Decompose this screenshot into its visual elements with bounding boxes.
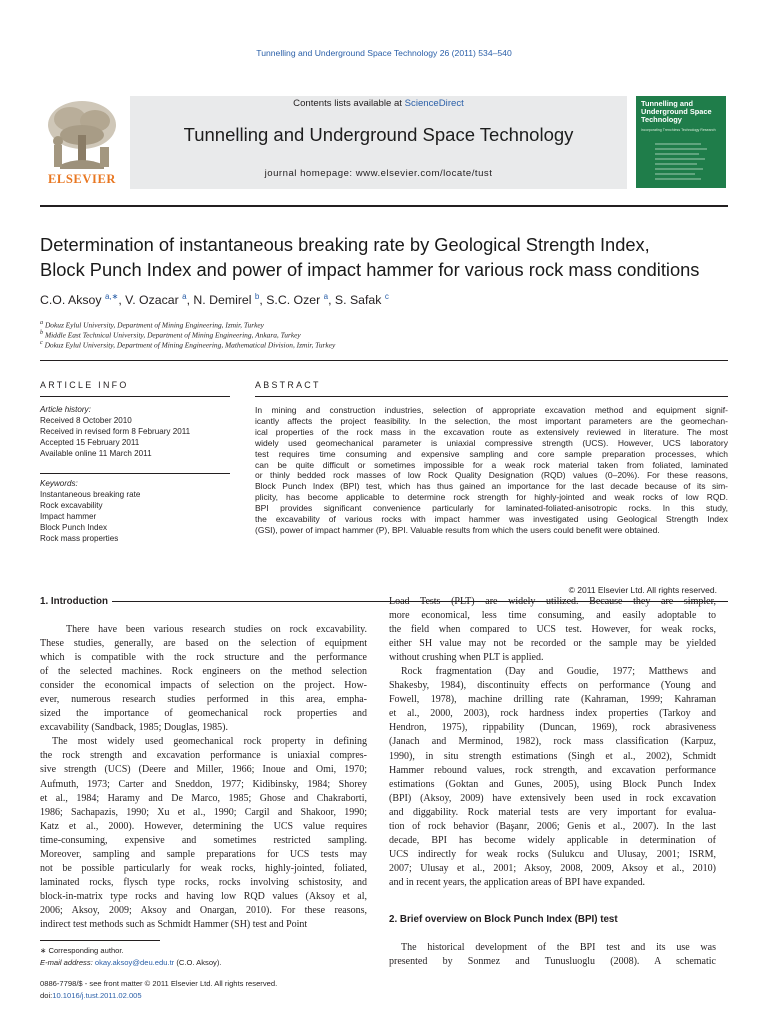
body-line: The most widely used geomechanical rock property in defining: [52, 736, 367, 748]
affiliation-mark: c: [40, 340, 43, 346]
body-line: ever, numerous research studies performed in this area, empha-: [40, 694, 367, 706]
affiliation: [40, 340, 335, 349]
body-line: consider the economical impacts of selection on the project. How-: [40, 680, 367, 692]
affiliation-text: Dokuz Eylul University, Department of Mining Engineering, Mathematical Division, Izmir, Turkey: [44, 340, 336, 350]
journal-title: Tunnelling and Underground Space Technology: [183, 124, 574, 145]
email-label: E-mail address:: [40, 957, 95, 967]
journal-citation[interactable]: Tunnelling and Underground Space Technology 26 (2011) 534–540: [256, 48, 512, 58]
abstract-line: icantly affects the project feasibility. In the selection, the most important parameters are the geomechan-: [255, 415, 728, 426]
article-info-rule: [40, 396, 230, 397]
author-name[interactable]: S.C. Ozer: [266, 293, 321, 308]
right-column-text: [389, 595, 716, 890]
body-line: (BPI) (Aksoy, 2009) have extensively been used in rock excavation: [389, 792, 716, 804]
abstract-heading: ABSTRACT: [255, 380, 321, 390]
author-mark: b: [254, 292, 260, 301]
abstract-copyright: © 2011 Elsevier Ltd. All rights reserved.: [568, 585, 717, 595]
body-line: Moreover, sampling and sample preparations for UCS tests may: [40, 848, 367, 860]
keyword: Block Punch Index: [40, 522, 108, 532]
paper-title-line-2: Block Punch Index and power of impact hammer for various rock mass conditions: [40, 259, 700, 280]
article-history: [40, 405, 230, 460]
body-line: and diggability. Rock material tests are very important for evalua-: [389, 806, 716, 818]
body-line: 2006; Aksoy, 2009; Aksoy and Onargan, 2010). For these reasons,: [40, 904, 367, 916]
body-line: not be possible particularly for weak rocks, highly-jointed, foliated,: [40, 862, 367, 874]
doi-line: [40, 990, 380, 1002]
issn-line: 0886-7798/$ - see front matter © 2011 Elsevier Ltd. All rights reserved.: [40, 979, 278, 988]
author-mark: a,∗: [104, 292, 119, 301]
keywords-rule: [40, 473, 230, 474]
section-2-text: [389, 941, 716, 969]
left-column-text: [40, 623, 367, 932]
journal-homepage[interactable]: journal homepage: www.elsevier.com/locate/tust: [264, 168, 493, 179]
abstract-line: can be quite difficult or sometimes impossible for a weak rock material taken from foliated, laminated: [255, 459, 728, 470]
body-line: tion of rock behavior (Başanr, 2006; Genis et al., 2007). In the last: [389, 820, 716, 832]
abstract-line: or thinly bedded rock masses of low Rock Quality Designation (RQD) values (0–20%). For these reasons,: [255, 470, 728, 481]
affiliation-text: Dokuz Eylul University, Department of Mining Engineering, Izmir, Turkey: [44, 320, 264, 330]
body-line: Rock fragmentation (Day and Goudie, 1977; Matthews and: [401, 666, 716, 678]
author-name[interactable]: C.O. Aksoy: [40, 293, 102, 308]
abstract-rule: [255, 396, 728, 397]
affiliation: [40, 320, 264, 329]
section-1-heading: 1. Introduction: [40, 596, 112, 607]
author-name[interactable]: V. Ozacar: [125, 293, 179, 308]
footnote: [40, 945, 380, 968]
abstract-line: plicity, has become applicable to determine rock strength for highly-jointed and weak rocks of low RQD.: [255, 492, 728, 503]
body-line: laminated rocks, flysch type rocks, rocks involving schistosity, and: [40, 876, 367, 888]
contents-line: [130, 98, 627, 109]
body-line: UCS indirectly for weak rocks (Sulukcu and Ulusay, 2001; ISRM,: [389, 848, 716, 860]
abstract-line: widely used geomechanical parameter is uniaxial compressive strength (UCS). However, UCS laboratory: [255, 437, 728, 448]
abstract-line: the excavability of various rocks with impact hammer was investigated using Geological Strength Index: [255, 514, 728, 525]
body-line: more economical, less time consuming, and easily adoptable to: [389, 610, 716, 622]
abstract-line: ical properties of the rock mass in the excavation route as extensively reviewed in literature. The most: [255, 426, 728, 437]
body-line: Hendron, 1975), rippability (Duncan, 1969), rock abrasiveness: [389, 722, 716, 734]
body-line: (Janach and Merminod, 1982), rock mass classification (Karpuz,: [389, 736, 716, 748]
body-line: et al., 2000, 2003), rock hardness index properties (Tarkoy and: [389, 708, 716, 720]
history-item: Received in revised form 8 February 2011: [40, 426, 191, 436]
body-line: et al., 1984; Haramy and De Marco, 1985; Ghose and Chakraborti,: [40, 792, 367, 804]
author-mark: a: [182, 292, 187, 301]
body-line: Katz et al., 2000). However, determining the UCS value requires: [40, 820, 367, 832]
history-item: Accepted 15 February 2011: [40, 437, 140, 447]
email-line: [40, 957, 380, 969]
affiliation-mark: b: [40, 330, 44, 336]
body-line: There have been various research studies on rock excavability.: [66, 624, 367, 635]
doi-link[interactable]: 10.1016/j.tust.2011.02.005: [52, 991, 142, 1000]
body-line: either SH value may not be recorded or the sample may be yielded: [389, 638, 716, 650]
body-line: without crushing when PLT is applied.: [389, 652, 544, 664]
author-mark: a: [323, 292, 329, 301]
body-line: Aufmuth, 1973; Carter and Sneddon, 1977; Kidibinsky, 1984; Shorey: [40, 778, 367, 790]
body-line: of the selected machines. Rock engineers on the method selection: [40, 666, 367, 678]
body-line: estimations (Goktan and Gunes, 2005), using Block Punch Index: [389, 778, 716, 790]
body-line: The historical development of the BPI test and its use was: [401, 942, 716, 953]
abstract-line: BPI provides significant convenience particularly for laminated-foliated-anisotropic rocks. In this study,: [255, 503, 728, 514]
body-line: time-consuming, expensive and sometimes restricted sampling.: [40, 834, 367, 846]
body-line: the field when compared to UCS test. However, for weak rocks,: [389, 624, 716, 636]
email-suffix: (C.O. Aksoy).: [174, 957, 222, 967]
section-2-heading: 2. Brief overview on Block Punch Index (BPI) test: [389, 914, 618, 925]
author-list: C.O. Aksoy $^{a,∗}$, V. Ozacar $^a$, N. Demirel $^b$, S.C. Ozer $^a$, S. Safak $^c$: [40, 292, 389, 308]
abstract-text: [255, 405, 728, 536]
body-line: Hammer rebound values, rock strength, and excavation performance: [389, 764, 716, 776]
history-label: Article history:: [40, 405, 91, 414]
elsevier-wordmark: ELSEVIER: [47, 172, 117, 186]
affiliation-mark: a: [40, 320, 44, 326]
author-name[interactable]: S. Safak: [334, 293, 382, 308]
body-line: indirect test methods such as Schmidt Hammer (SH) test and Point: [40, 918, 308, 930]
body-line: which is compatible with the rock structure and the performance: [40, 652, 367, 664]
abstract-line: Block Punch Index (BPI) test, which has thus gained an importance for the last decade because of its sim-: [255, 481, 728, 492]
doi-label: doi:: [40, 991, 53, 1000]
keyword: Rock mass properties: [40, 533, 119, 543]
cover-subtitle: incorporating Trenchless Technology Research: [641, 128, 716, 132]
author-name[interactable]: N. Demirel: [193, 293, 252, 308]
body-line: Shakesby, 1984), discontinuity effects on performance (Young and: [389, 680, 716, 692]
title-rule: [40, 360, 728, 361]
article-info-heading: ARTICLE INFO: [40, 380, 129, 390]
body-line: the rock strength and excavation performance is uniaxial compres-: [40, 750, 367, 762]
front-matter-info: [40, 978, 380, 1002]
body-line: excavability (Sandback, 1985; Douglas, 1985).: [40, 722, 229, 734]
corresponding-author-note: ∗ Corresponding author.: [40, 946, 124, 955]
keywords-label: Keywords:: [40, 479, 78, 488]
history-item: Received 8 October 2010: [40, 415, 132, 425]
paper-title: [40, 232, 730, 282]
contents-prefix: Contents lists available at: [293, 98, 405, 109]
body-line: Load Tests (PLT) are widely utilized. Because they are simpler,: [389, 596, 716, 607]
keyword: Impact hammer: [40, 511, 97, 521]
body-line: 1986; Sachapazis, 1990; Xu et al., 1990; Cargil and Shakoor, 1990;: [40, 806, 367, 818]
abstract-line: In mining and construction industries, selection of appropriate excavation method and equipment signif-: [255, 405, 728, 415]
affiliation: [40, 330, 301, 339]
keywords: [40, 479, 230, 544]
abstract-line: test requires time consuming and expensive sampling and core sample preparation processes, which: [255, 448, 728, 459]
body-line: decade, BPI has become widely applicable in determination of: [389, 834, 716, 846]
affiliation-text: Middle East Technical University, Department of Mining Engineering, Ankara, Turkey: [44, 330, 301, 340]
author-mark: c: [384, 292, 389, 301]
body-line: 1990), in situ strength estimations (Singh et al., 2002), Schmidt: [389, 750, 716, 762]
body-line: sive strength (UCS) (Deere and Miller, 1966; Inoue and Omi, 1970;: [40, 764, 367, 776]
body-line: and in recent years, the application areas of BPI have expanded.: [389, 876, 646, 888]
header-rule: [40, 205, 728, 207]
cover-title: Tunnelling and Underground Space Technology: [641, 99, 712, 125]
body-line: Fowell, 1978), machine drilling rate (Kahraman, 1999; Kahraman: [389, 694, 716, 706]
abstract-line: (GSI), power of impact hammer (P), BPI. Valuable results from which the users could benefit were obtained.: [255, 524, 660, 535]
body-line: 2007; Ulusay et al., 2001; Aksoy, 2008, 2009, Aksoy et al., 2010): [389, 862, 716, 874]
email-link[interactable]: okay.aksoy@deu.edu.tr: [94, 957, 175, 967]
body-line: These studies, generally, are based on the selection of equipment: [40, 638, 367, 650]
paper-title-line-1: Determination of instantaneous breaking rate by Geological Strength Index,: [40, 234, 650, 255]
keyword: Instantaneous breaking rate: [40, 489, 141, 499]
body-line: block-in-matrix type rocks and having low RQD values (Aksoy et al,: [40, 890, 367, 902]
body-line: sized the importance of geomechanical rock properties and: [40, 708, 367, 720]
footnote-rule: [40, 940, 160, 941]
history-item: Available online 11 March 2011: [40, 448, 152, 458]
sciencedirect-link[interactable]: ScienceDirect: [404, 98, 464, 109]
keyword: Rock excavability: [40, 500, 103, 510]
body-line: presented by Sonmez and Tunusluoglu (2008). A schematic: [389, 956, 716, 968]
cover-contents-list: [641, 140, 721, 185]
